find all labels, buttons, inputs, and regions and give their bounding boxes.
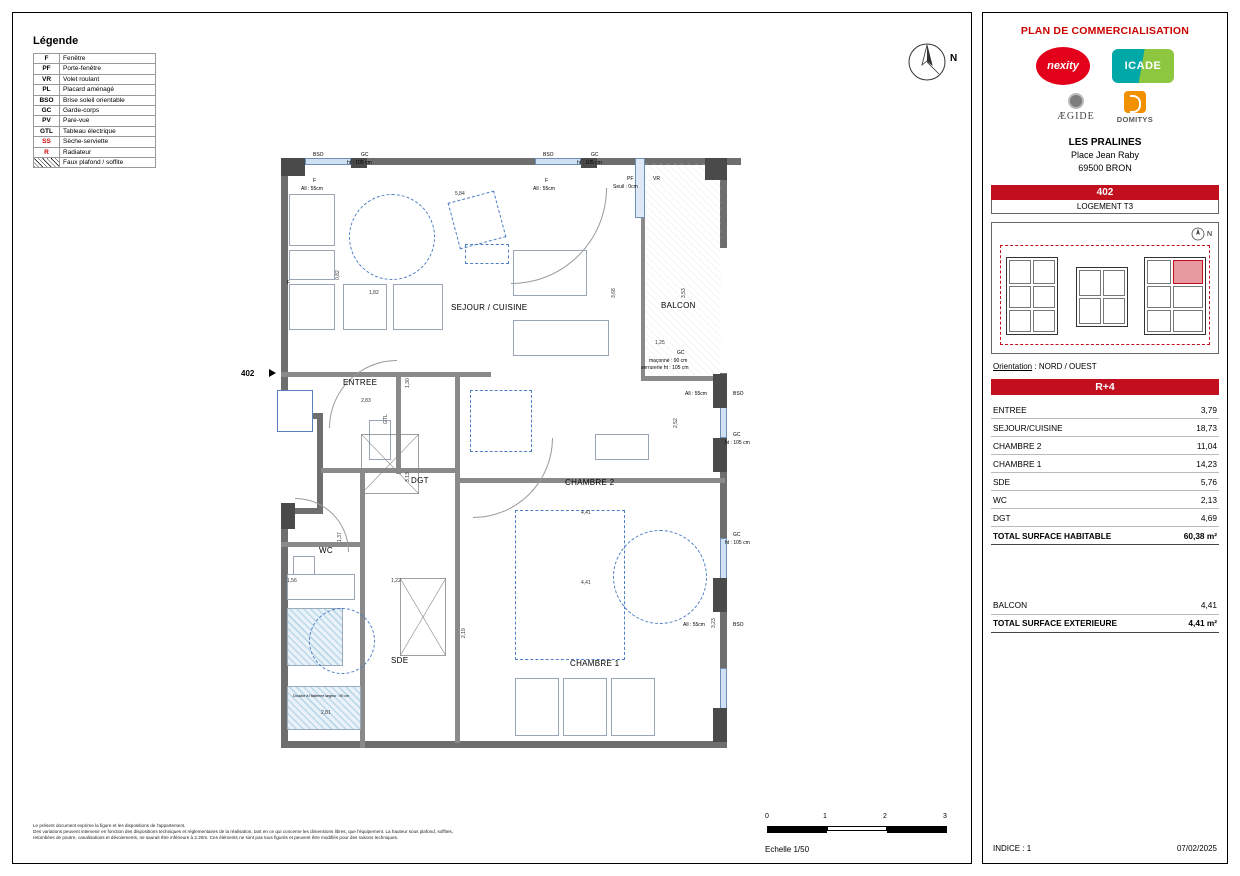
- lot-number-badge: 402: [991, 185, 1219, 200]
- legend-code: BSO: [34, 95, 60, 105]
- tag-gc-left: GC: [361, 152, 369, 158]
- window-sejour-mid: [535, 158, 581, 165]
- legal-footer: [33, 823, 673, 842]
- legend-row: [34, 116, 156, 126]
- ch1-wardrobe-right: [611, 678, 655, 736]
- area-row: [991, 491, 1219, 509]
- area-row: [991, 455, 1219, 473]
- wall-bottom: [281, 741, 727, 748]
- room-label-chambre2: CHAMBRE 2: [565, 478, 615, 487]
- tag-gc-right: GC: [591, 152, 599, 158]
- tag-vr: VR: [653, 176, 660, 182]
- partition-dgt-right: [455, 372, 460, 492]
- area-name: SDE: [991, 473, 1168, 491]
- scale-tick-2: 2: [883, 813, 887, 820]
- legend-desc: Volet roulant: [60, 74, 156, 84]
- room-label-chambre1: CHAMBRE 1: [570, 659, 620, 668]
- dining-table: [349, 194, 435, 280]
- dim-137: 1,37: [337, 532, 343, 542]
- ch1-circulation: [613, 530, 707, 624]
- key-plan-north-label: N: [1206, 230, 1212, 238]
- tag-bso-left: BSO: [313, 152, 324, 158]
- tag-sde-note: Douche à l'italienne largeur : 90 cm: [293, 694, 350, 698]
- tag-gc-chambre2-height: ht : 105 cm: [725, 440, 750, 446]
- sde-wash-zone: [287, 686, 361, 730]
- area-row: [991, 473, 1219, 491]
- sejour-sideboard: [513, 320, 609, 356]
- tag-f-left: F: [313, 178, 317, 184]
- partition-sejour-bottom: [401, 372, 491, 377]
- dim-082: 0,82: [335, 270, 341, 280]
- ch1-wardrobe-mid: [563, 678, 607, 736]
- tag-gtl: GTL: [383, 414, 389, 424]
- wall-left-upper: [281, 158, 291, 418]
- legend-desc: Placard aménagé: [60, 85, 156, 95]
- area-value: 3,79: [1168, 401, 1219, 419]
- partition-left-ch1: [455, 478, 460, 743]
- kitchen-oven: [289, 284, 335, 330]
- window-chambre1-lower: [720, 668, 727, 710]
- aegide-wordmark: ÆGIDE: [1056, 111, 1095, 122]
- structure-right-3: [713, 578, 727, 612]
- area-name: DGT: [991, 509, 1168, 527]
- logo-row-bottom: [983, 91, 1227, 124]
- legend-desc: Radiateur: [60, 147, 156, 157]
- room-label-sde: SDE: [391, 656, 409, 665]
- room-label-entree: ENTREE: [343, 378, 378, 387]
- logo-group: [983, 47, 1227, 124]
- dim-156: 1,56: [287, 578, 297, 584]
- lot-type-label: LOGEMENT T3: [991, 200, 1219, 214]
- door-swing-sejour: [511, 188, 607, 284]
- legend-code: PV: [34, 116, 60, 126]
- area-value: 4,69: [1168, 509, 1219, 527]
- tag-gc-left-height: ht : 105 cm: [347, 160, 372, 166]
- tag-pf-seuil: Seuil : 0cm: [613, 184, 638, 190]
- legend-desc: Brise soleil orientable: [60, 95, 156, 105]
- dim-281: 2,81: [321, 710, 331, 716]
- dim-353: 3,53: [681, 288, 687, 298]
- key-plan-block-right: [1144, 257, 1206, 335]
- dim-441-b: 4,41: [581, 580, 591, 586]
- structure-right-1: [713, 374, 727, 408]
- total-habitable-row: [991, 527, 1219, 545]
- ch1-closet-icon: [400, 578, 446, 656]
- tag-pf: PF: [627, 176, 634, 182]
- legend-table: [33, 53, 156, 168]
- area-value: 2,13: [1168, 491, 1219, 509]
- orientation-value: : NORD / OUEST: [1034, 362, 1097, 371]
- area-value: 14,23: [1168, 455, 1219, 473]
- ch1-bed: [515, 510, 625, 660]
- area-value: 18,73: [1168, 419, 1219, 437]
- partition-wc-top: [321, 468, 365, 473]
- ch2-desk: [595, 434, 649, 460]
- legend-desc: Faux plafond / soffite: [60, 158, 156, 168]
- tag-gc-chambre1: GC: [733, 532, 741, 538]
- areas-spacer: [991, 545, 1219, 597]
- dim-182: 1,82: [369, 290, 379, 296]
- tag-f-cuisine: F: [287, 280, 291, 286]
- tag-f-mid-allege: All : 55cm: [533, 186, 555, 192]
- tag-f-mid: F: [545, 178, 549, 184]
- info-panel: [982, 12, 1228, 864]
- indice-label: INDICE : 1: [993, 844, 1032, 853]
- legend-row: [34, 106, 156, 116]
- dim-368: 3,68: [611, 288, 617, 298]
- legend-row: [34, 95, 156, 105]
- legend-desc: Fenêtre: [60, 54, 156, 64]
- tag-bso-chambre2: BSO: [733, 391, 744, 397]
- tag-gc-chambre2: GC: [733, 432, 741, 438]
- key-plan-block-center: [1076, 267, 1128, 327]
- legend-code: GC: [34, 106, 60, 116]
- dim-441-a: 4,41: [581, 510, 591, 516]
- exterior-name: BALCON: [991, 597, 1168, 615]
- legend-row: [34, 54, 156, 64]
- legend-desc: Pare-vue: [60, 116, 156, 126]
- legal-line-2: Des variations peuvent intervenir en fonction des dispositions techniques et réglementaires de la réalisation, tant en ce qui concerne les dimensions libres, que l'équipement. La hauteur sous plafond, soffites,: [33, 829, 454, 835]
- legend-row: [34, 137, 156, 147]
- legend-code: F: [34, 54, 60, 64]
- room-label-dgt: DGT: [411, 476, 429, 485]
- area-row: [991, 401, 1219, 419]
- dim-125: 1,25: [655, 340, 665, 346]
- legend-row: [34, 64, 156, 74]
- legend-code: VR: [34, 74, 60, 84]
- orientation-row: [993, 362, 1217, 371]
- orientation-label: Orientation: [993, 362, 1033, 371]
- room-label-balcon: BALCON: [661, 301, 696, 310]
- legend-row: [34, 126, 156, 136]
- key-plan-compass-icon: [1191, 227, 1212, 241]
- structure-corner-tr: [705, 158, 727, 180]
- scale-bar: [765, 813, 955, 833]
- total-exterior-label: TOTAL SURFACE EXTERIEURE: [991, 614, 1168, 632]
- dim-313: 3,13: [405, 472, 411, 482]
- key-plan-block-left: [1006, 257, 1058, 335]
- lot-entry-label: 402: [241, 369, 255, 378]
- domitys-mark-icon: [1124, 91, 1146, 113]
- tag-f-left-allege: All : 55cm: [301, 186, 323, 192]
- key-plan-highlight-unit: [1173, 260, 1203, 284]
- domitys-logo: [1117, 91, 1153, 124]
- dim-584: 5,84: [455, 191, 465, 197]
- exterior-row: [991, 597, 1219, 615]
- exterior-value: 4,41: [1168, 597, 1219, 615]
- legend-row: [34, 147, 156, 157]
- legend-code: R: [34, 147, 60, 157]
- legal-line-3: retombées de poutre, canalisations et dévoiements, ne saurait être inférieure à 2.20m. Ces éléments ne sont pas tous figurés et peuvent être modifiés pour des raisons techniques.: [33, 835, 399, 841]
- dim-323: 3,23: [711, 618, 717, 628]
- dgt-closet-icon: [361, 434, 419, 494]
- kitchen-counter: [343, 284, 387, 330]
- room-label-sejour: SEJOUR / CUISINE: [451, 303, 528, 312]
- legal-line-1: Le présent document exprime la figure et les dispositions de l'appartement.: [33, 823, 186, 828]
- sde-circulation: [309, 608, 375, 674]
- total-habitable-label: TOTAL SURFACE HABITABLE: [991, 527, 1168, 545]
- area-value: 5,76: [1168, 473, 1219, 491]
- area-name: SEJOUR/CUISINE: [991, 419, 1168, 437]
- level-badge: R+4: [991, 379, 1219, 395]
- legend-code: PF: [34, 64, 60, 74]
- total-exterior-row: [991, 614, 1219, 632]
- wall-left-jog-vert: [317, 413, 323, 513]
- dim-283: 2,83: [361, 398, 371, 404]
- legend-desc: Sèche-serviette: [60, 137, 156, 147]
- structure-left-2: [281, 503, 295, 529]
- tag-gc-chambre1-height: ht : 105 cm: [725, 540, 750, 546]
- project-city: 69500 BRON: [1078, 163, 1132, 173]
- scale-tick-1: 1: [823, 813, 827, 820]
- tag-balcon-gc: GC: [677, 350, 685, 356]
- hatch-swatch-icon: [34, 158, 60, 168]
- tag-f-chambre1-allege: All : 55cm: [683, 622, 705, 628]
- plan-panel: [12, 12, 972, 864]
- north-label: N: [950, 53, 958, 64]
- plan-date: 07/02/2025: [1176, 844, 1217, 853]
- tag-bso-right: BSO: [543, 152, 554, 158]
- scale-caption: Echelle 1/50: [765, 845, 810, 854]
- project-address: [983, 136, 1227, 175]
- area-name: ENTREE: [991, 401, 1168, 419]
- area-row: [991, 437, 1219, 455]
- tag-bso-chambre1: BSO: [733, 622, 744, 628]
- area-row: [991, 419, 1219, 437]
- tag-gc-right-height: ht : 105 cm: [577, 160, 602, 166]
- total-habitable-value: 60,38 m²: [1168, 527, 1219, 545]
- legend-desc: Garde-corps: [60, 106, 156, 116]
- tag-balcon-note-maconne: maçonné : 90 cm: [649, 358, 688, 364]
- scale-tick-0: 0: [765, 813, 769, 820]
- sde-vanity: [287, 574, 355, 600]
- entree-closet: [277, 390, 313, 432]
- area-row: [991, 509, 1219, 527]
- aegide-mark-icon: [1068, 93, 1084, 109]
- door-swing-chambre2: [473, 438, 553, 518]
- dim-122: 1,22: [391, 578, 401, 584]
- legend-code: PL: [34, 85, 60, 95]
- area-name: CHAMBRE 2: [991, 437, 1168, 455]
- ch1-wardrobe-left: [515, 678, 559, 736]
- total-exterior-value: 4,41 m²: [1168, 614, 1219, 632]
- aegide-logo: [1057, 93, 1095, 122]
- room-label-wc: WC: [319, 546, 333, 555]
- structure-corner-tl: [281, 158, 305, 176]
- door-swing-wc: [295, 498, 349, 552]
- legend-row: [34, 74, 156, 84]
- project-street: Place Jean Raby: [1070, 150, 1140, 160]
- legend-row: [34, 158, 156, 168]
- tag-f-chambre2-allege: All : 55cm: [685, 391, 707, 397]
- scale-tick-3: 3: [943, 813, 947, 820]
- window-sejour-left: [305, 158, 351, 165]
- area-name: CHAMBRE 1: [991, 455, 1168, 473]
- dim-252: 2,52: [673, 418, 679, 428]
- kitchen-fridge: [393, 284, 443, 330]
- area-name: WC: [991, 491, 1168, 509]
- coffee-table: [465, 244, 509, 264]
- legend-row: [34, 85, 156, 95]
- scale-bar-graphic: [765, 826, 955, 833]
- dim-130: 1,30: [405, 378, 411, 388]
- north-compass-icon: [906, 41, 958, 83]
- tag-balcon-note-serrurerie: serrurerie ht : 105 cm: [641, 365, 689, 371]
- sofa-seat: [448, 191, 507, 250]
- kitchen-unit: [289, 194, 335, 246]
- legend-desc: Porte-fenêtre: [60, 64, 156, 74]
- legend-code: SS: [34, 137, 60, 147]
- areas-table: [991, 401, 1219, 633]
- logo-row-top: [983, 47, 1227, 85]
- project-name: LES PRALINES: [1068, 137, 1142, 148]
- floor-plan-drawing: [265, 138, 755, 763]
- domitys-wordmark: DOMITYS: [1116, 115, 1154, 124]
- kitchen-sink: [289, 250, 335, 280]
- legend-title: Légende: [33, 35, 79, 47]
- area-value: 11,04: [1168, 437, 1219, 455]
- icade-logo: ICADE: [1112, 49, 1174, 83]
- nexity-logo: nexity: [1036, 47, 1090, 85]
- panel-footer: [983, 844, 1227, 853]
- legend-code: GTL: [34, 126, 60, 136]
- key-plan: [991, 222, 1219, 354]
- dim-219: 2,19: [461, 628, 467, 638]
- legend-desc: Tableau électrique: [60, 126, 156, 136]
- structure-right-4: [713, 708, 727, 742]
- panel-title: PLAN DE COMMERCIALISATION: [1020, 25, 1190, 37]
